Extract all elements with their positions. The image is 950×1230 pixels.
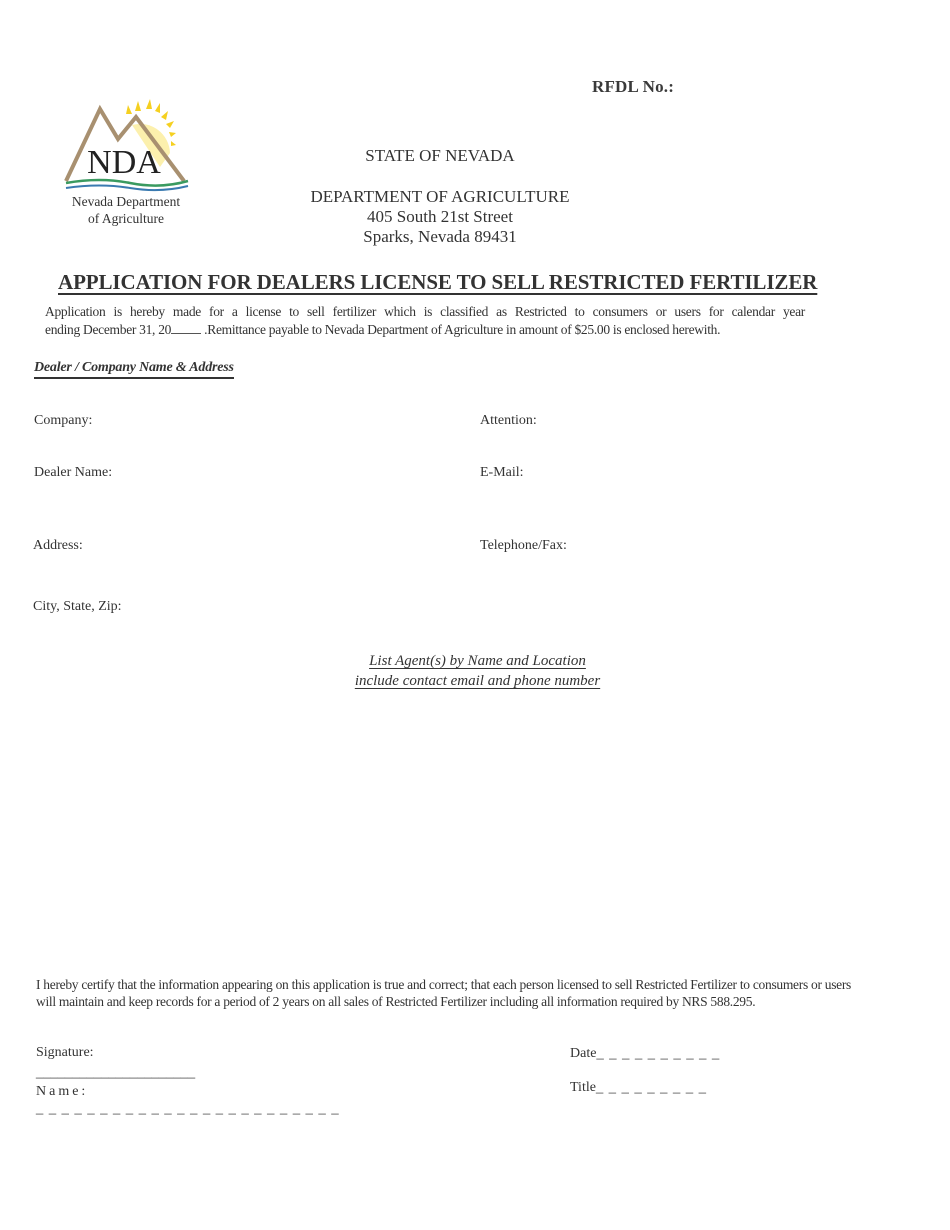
company-label: Company:	[34, 413, 93, 428]
date-label: Date	[570, 1046, 597, 1061]
svg-text:Nevada Department: Nevada Department	[71, 194, 181, 209]
title-label: Title	[570, 1080, 596, 1095]
intro-line-1: Application is hereby made for a license to sell fertilizer which is classified as Restricted to consumers or users for calendar year	[45, 304, 805, 319]
city-address: Sparks, Nevada 89431	[363, 227, 517, 246]
agents-entry-area[interactable]	[34, 700, 914, 950]
address-label: Address:	[33, 538, 83, 553]
agents-line-2: include contact email and phone number	[354, 673, 601, 689]
agents-instructions	[300, 651, 655, 691]
agency-header	[290, 146, 590, 247]
svg-text:NDA: NDA	[87, 144, 161, 181]
name-line[interactable]: _ _ _ _ _ _ _ _ _ _ _ _ _ _ _ _ _ _ _ _ _ _ _ _	[36, 1100, 340, 1115]
certification-text: I hereby certify that the information appearing on this application is true and correct; that each person licensed to sell Restricted Fertilizer to consumers or users will maintain and keep records for a period of 2 years on all sales of Restricted Fertilizer including all information required by NRS 588.295.	[36, 977, 851, 1009]
state-name: STATE OF NEVADA	[365, 146, 515, 165]
telephone-fax-label: Telephone/Fax:	[480, 538, 567, 553]
intro-line-2-post: .Remittance payable to Nevada Department of Agriculture in amount of $25.00 is enclosed herewith.	[201, 322, 721, 337]
agents-line-1: List Agent(s) by Name and Location	[369, 653, 586, 669]
street-address: 405 South 21st Street	[367, 207, 513, 226]
signature-line[interactable]: ______________________	[36, 1064, 196, 1079]
nda-logo	[60, 95, 196, 233]
form-title: APPLICATION FOR DEALERS LICENSE TO SELL RESTRICTED FERTILIZER	[58, 270, 818, 294]
intro-paragraph	[45, 303, 805, 339]
intro-line-2-pre: ending December 31, 20	[45, 322, 172, 337]
attention-label: Attention:	[480, 413, 537, 428]
dealer-section-heading: Dealer / Company Name & Address	[34, 360, 234, 379]
city-state-zip-label: City, State, Zip:	[33, 599, 122, 614]
date-field[interactable]	[570, 1045, 720, 1062]
title-line[interactable]: _ _ _ _ _ _ _ _ _	[595, 1079, 707, 1094]
department-name: DEPARTMENT OF AGRICULTURE	[310, 187, 570, 206]
year-blank-field[interactable]	[171, 323, 201, 334]
rfdl-number-label: RFDL No.:	[592, 77, 675, 96]
svg-text:of Agriculture: of Agriculture	[87, 211, 165, 226]
signature-label: Signature:	[36, 1045, 94, 1060]
name-label: Name:	[36, 1084, 89, 1099]
dealer-name-label: Dealer Name:	[34, 465, 113, 480]
date-line[interactable]: _ _ _ _ _ _ _ _ _ _	[596, 1045, 721, 1060]
email-label: E-Mail:	[480, 465, 524, 480]
nda-logo-icon	[60, 95, 196, 233]
title-field[interactable]	[570, 1079, 707, 1096]
